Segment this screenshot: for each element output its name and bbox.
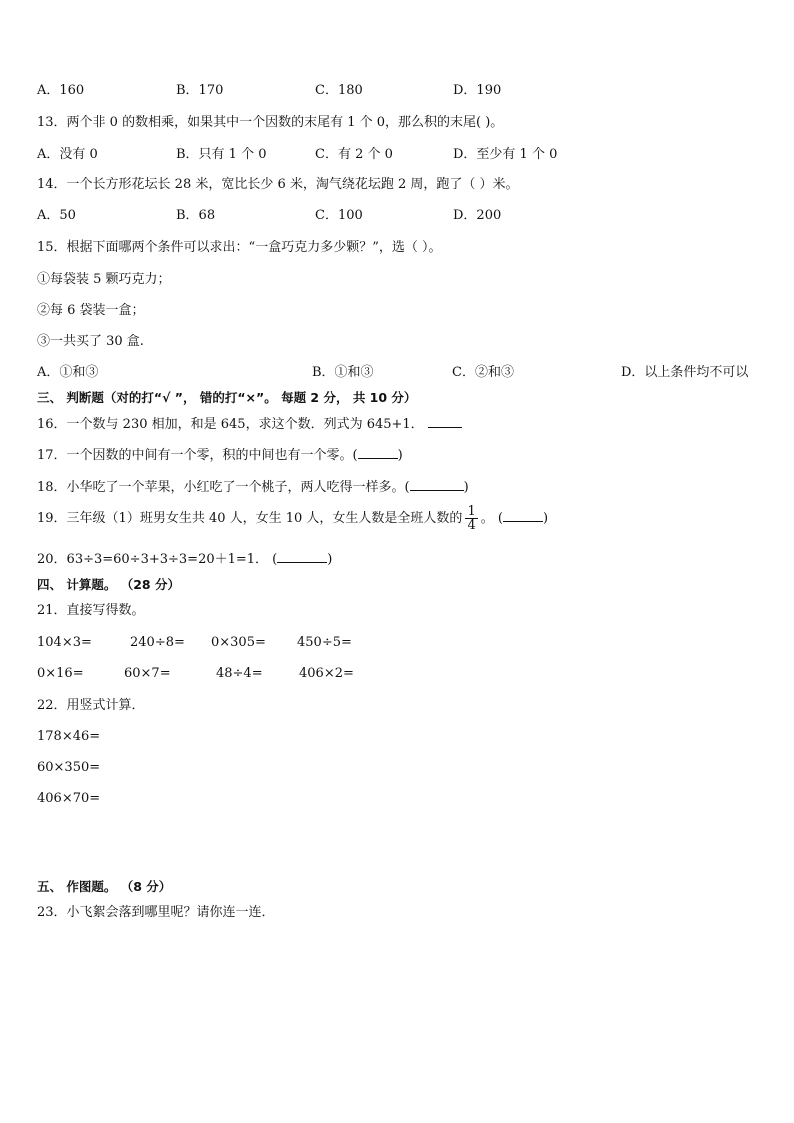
section-5-title: 五、 作图题。 （8 分） xyxy=(37,879,172,894)
q12-option-c: C．180 xyxy=(315,83,363,98)
q21-item: 240÷8= xyxy=(130,635,185,650)
q21-item: 104×3= xyxy=(37,635,92,650)
q15-question: 15．根据下面哪两个条件可以求出：“一盒巧克力多少颗？”，选（ ）。 xyxy=(37,240,442,255)
q18-close-paren: ) xyxy=(463,480,469,495)
q14-option-b: B．68 xyxy=(176,208,216,223)
q15-condition-3: ③一共买了 30 盒. xyxy=(37,334,144,349)
q15-option-b: B．①和③ xyxy=(312,365,374,380)
q20-close-paren: ) xyxy=(327,552,333,567)
q19-text-after: 。 ( xyxy=(480,511,503,526)
q19-text-before: 19．三年级（1）班男女生共 40 人，女生 10 人，女生人数是全班人数的 xyxy=(37,511,463,526)
q19-close-paren: ) xyxy=(542,511,549,526)
q13-option-d: D．至少有 1 个 0 xyxy=(453,147,558,162)
q21-item: 450÷5= xyxy=(297,635,352,650)
section-4-title: 四、 计算题。 （28 分） xyxy=(37,577,180,592)
q21-item: 0×16= xyxy=(37,666,84,681)
q14-option-c: C．100 xyxy=(315,208,363,223)
q18-answer-blank[interactable] xyxy=(410,478,464,491)
q17-answer-blank[interactable] xyxy=(358,446,398,459)
q15-option-a: A．①和③ xyxy=(37,365,99,380)
q20-text: 20．63÷3=60÷3+3÷3=20＋1=1． ( xyxy=(37,552,278,567)
q22-question: 22．用竖式计算． xyxy=(37,698,145,713)
q15-option-d: D．以上条件均不可以 xyxy=(621,365,749,380)
q14-option-a: A．50 xyxy=(37,208,76,223)
q21-question: 21．直接写得数。 xyxy=(37,603,145,618)
q16-question xyxy=(37,415,462,434)
q18-question xyxy=(37,478,469,497)
q21-item: 0×305= xyxy=(211,635,266,650)
q14-question: 14．一个长方形花坛长 28 米，宽比长少 6 米，淘气绕花坛跑 2 周，跑了（ ）米。 xyxy=(37,177,519,192)
q12-option-b: B．170 xyxy=(176,83,224,98)
q17-text: 17．一个因数的中间有一个零，积的中间也有一个零。( xyxy=(37,448,358,463)
q19-answer-blank[interactable] xyxy=(503,509,543,522)
section-3-title: 三、 判断题（对的打“√ ”， 错的打“×”。 每题 2 分， 共 10 分） xyxy=(37,390,417,405)
q16-answer-blank[interactable] xyxy=(428,415,462,428)
q18-text: 18．小华吃了一个苹果，小红吃了一个桃子，两人吃得一样多。( xyxy=(37,480,410,495)
q22-item: 178×46= xyxy=(37,729,101,744)
q16-text: 16．一个数与 230 相加，和是 645，求这个数．列式为 645+1． xyxy=(37,417,424,432)
q13-option-b: B．只有 1 个 0 xyxy=(176,147,267,162)
q13-option-c: C．有 2 个 0 xyxy=(315,147,393,162)
q19-fraction xyxy=(465,505,477,532)
q13-option-a: A．没有 0 xyxy=(37,147,98,162)
q19-fraction-numerator: 1 xyxy=(467,504,476,519)
q12-option-d: D．190 xyxy=(453,83,502,98)
q15-option-c: C．②和③ xyxy=(452,365,514,380)
q14-option-d: D．200 xyxy=(453,208,502,223)
q19-fraction-denominator: 4 xyxy=(467,518,476,533)
q23-question: 23．小飞絮会落到哪里呢？请你连一连． xyxy=(37,905,275,920)
q15-condition-2: ②每 6 袋装一盒； xyxy=(37,303,145,318)
q13-question: 13．两个非 0 的数相乘，如果其中一个因数的末尾有 1 个 0，那么积的末尾( )。 xyxy=(37,115,504,130)
q22-item: 60×350= xyxy=(37,760,101,775)
q21-item: 60×7= xyxy=(124,666,171,681)
q22-item: 406×70= xyxy=(37,791,101,806)
q17-question xyxy=(37,446,403,465)
q15-condition-1: ①每袋装 5 颗巧克力； xyxy=(37,272,171,287)
q12-option-a: A．160 xyxy=(37,83,85,98)
q21-item: 406×2= xyxy=(299,666,354,681)
q20-answer-blank[interactable] xyxy=(277,550,327,563)
q21-item: 48÷4= xyxy=(216,666,263,681)
q20-question xyxy=(37,550,332,569)
q19-question xyxy=(37,505,548,533)
q17-close-paren: ) xyxy=(397,448,403,463)
